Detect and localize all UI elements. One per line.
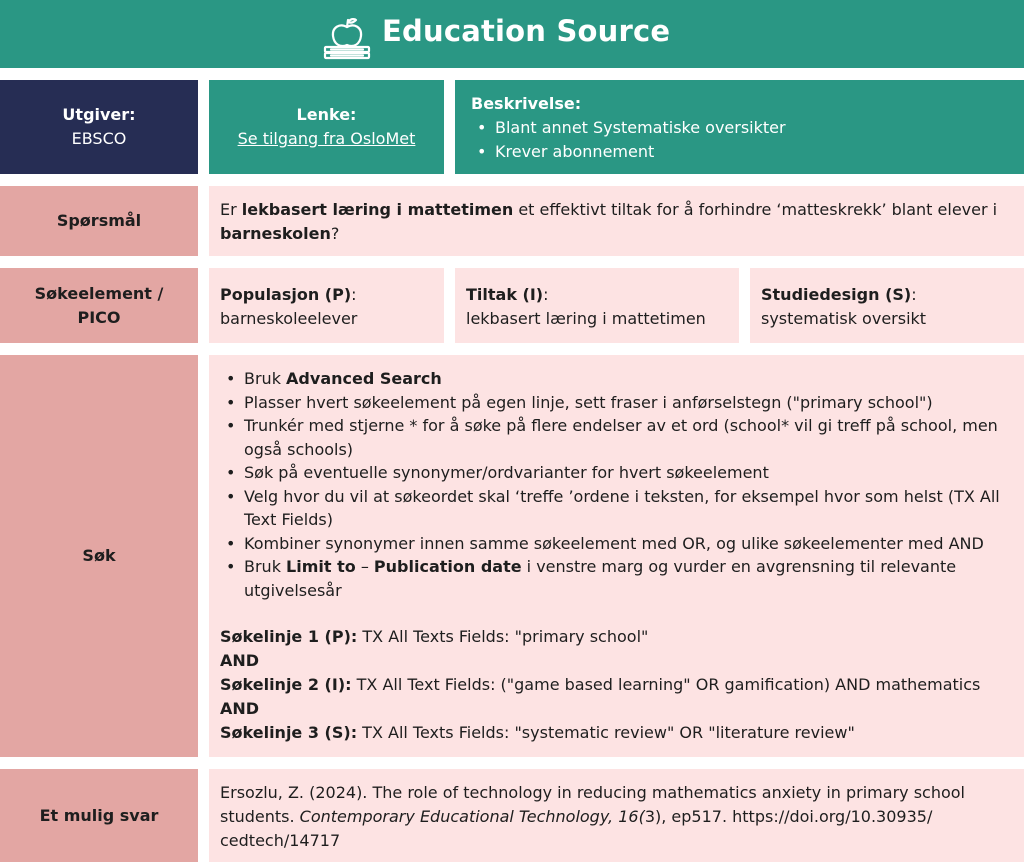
pico-label-line1: Søkeelement / bbox=[34, 283, 164, 303]
pico-intervention-box: Tiltak (I): lekbasert læring i mattetimen bbox=[455, 268, 739, 343]
link-label: Lenke: bbox=[296, 105, 357, 124]
description-box bbox=[455, 80, 1024, 174]
search-tip: • Velg hvor du vil at søkeordet skal ‘treffe ’ordene i teksten, for eksempel hvor som helst (TX All Text Fields) bbox=[220, 485, 1024, 532]
pico-design-box: Studiedesign (S): systematisk oversikt bbox=[750, 268, 1024, 343]
pico-intervention-value: lekbasert læring i mattetimen bbox=[466, 309, 706, 328]
search-tip: • Kombiner synonymer innen samme søkeelement med OR, og ulike søkeelementer med AND bbox=[220, 532, 1024, 556]
question-label-box bbox=[0, 186, 198, 256]
answer-line-3: cedtech/14717 bbox=[220, 831, 341, 850]
search-tip: • Plasser hvert søkeelement på egen linje, sett fraser i anførselstegn ("primary school") bbox=[220, 391, 1024, 415]
search-line-3: Søkelinje 3 (S): TX All Texts Fields: "systematic review" OR "literature review" bbox=[220, 723, 855, 742]
answer-label-box bbox=[0, 769, 198, 862]
header-banner bbox=[0, 0, 1024, 68]
publisher-box bbox=[0, 80, 198, 174]
access-link[interactable]: Se tilgang fra OsloMet bbox=[237, 129, 416, 148]
pico-population-label: Populasjon (P) bbox=[220, 285, 352, 304]
question-label: Spørsmål bbox=[56, 211, 142, 230]
description-item: • Krever abonnement bbox=[471, 140, 1024, 164]
search-and-2: AND bbox=[220, 699, 260, 718]
pico-population-box: Populasjon (P): barneskoleelever bbox=[209, 268, 444, 343]
pico-design-value: systematisk oversikt bbox=[761, 309, 927, 328]
search-label: Søk bbox=[82, 546, 116, 565]
page-title: Education Source bbox=[382, 14, 671, 48]
answer-line-1: Ersozlu, Z. (2024). The role of technology in reducing mathematics anxiety in primary school bbox=[220, 783, 965, 802]
pico-design-label: Studiedesign (S) bbox=[761, 285, 912, 304]
book-apple-icon bbox=[322, 11, 372, 61]
question-box bbox=[209, 186, 1024, 256]
search-lines bbox=[220, 625, 1024, 745]
search-line-1: Søkelinje 1 (P): TX All Texts Fields: "primary school" bbox=[220, 627, 649, 646]
publisher-value: EBSCO bbox=[71, 129, 127, 148]
answer-line-2: students. Contemporary Educational Technology, 16(3), ep517. https://doi.org/10.30935/ bbox=[220, 807, 933, 826]
search-tips-list bbox=[220, 367, 1024, 602]
publisher-label: Utgiver: bbox=[62, 105, 136, 124]
search-line-2: Søkelinje 2 (I): TX All Text Fields: ("game based learning" OR gamification) AND mathematics bbox=[220, 675, 981, 694]
answer-box bbox=[209, 769, 1024, 862]
search-tip: • Søk på eventuelle synonymer/ordvarianter for hvert søkeelement bbox=[220, 461, 1024, 485]
pico-label-line2: PICO bbox=[77, 307, 121, 327]
answer-label: Et mulig svar bbox=[39, 805, 159, 825]
pico-label-box bbox=[0, 268, 198, 343]
question-text: Er lekbasert læring i mattetimen et effektivt tiltak for å forhindre ‘matteskrekk’ blant elever i barneskolen? bbox=[220, 200, 998, 243]
pico-population-value: barneskoleelever bbox=[220, 309, 358, 328]
search-and-1: AND bbox=[220, 651, 260, 670]
search-tip: • Bruk Limit to – Publication date i venstre marg og vurder en avgrensning til relevante utgivelsesår bbox=[220, 555, 1024, 602]
search-box bbox=[209, 355, 1024, 757]
search-label-box bbox=[0, 355, 198, 757]
search-tip: • Bruk Advanced Search bbox=[220, 367, 1024, 391]
description-item: • Blant annet Systematiske oversikter bbox=[471, 116, 1024, 140]
search-tip: • Trunkér med stjerne * for å søke på flere endelser av et ord (school* vil gi treff på school, men også schools) bbox=[220, 414, 1024, 461]
description-list bbox=[471, 116, 1024, 163]
link-box bbox=[209, 80, 444, 174]
pico-intervention-label: Tiltak (I) bbox=[466, 285, 544, 304]
description-label: Beskrivelse: bbox=[471, 94, 582, 113]
